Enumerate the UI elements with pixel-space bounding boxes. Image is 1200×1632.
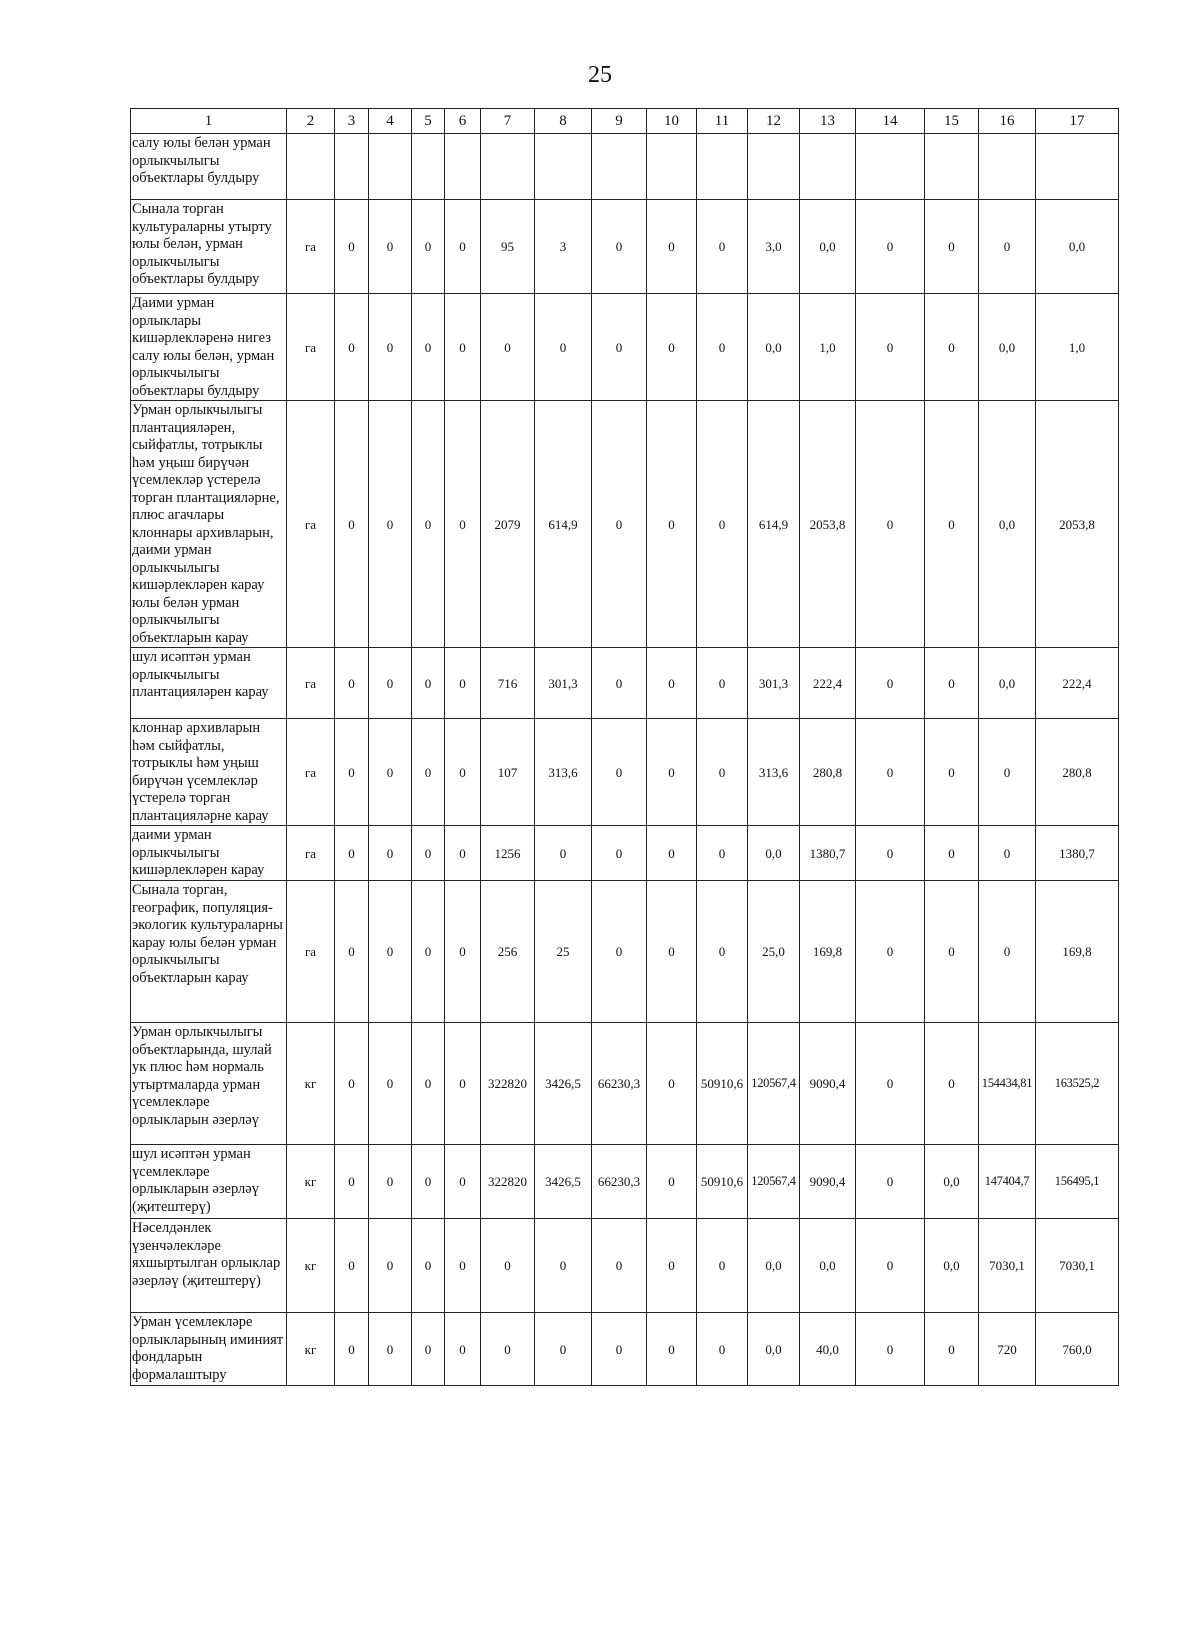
value-cell: 222,4	[800, 648, 856, 719]
value-cell: 66230,3	[592, 1145, 647, 1219]
value-cell: 95	[481, 200, 535, 294]
unit-cell: кг	[287, 1219, 335, 1313]
value-cell: 0	[445, 1219, 481, 1313]
value-cell: 147404,7	[979, 1145, 1036, 1219]
table-row	[131, 648, 1119, 719]
value-cell: 0	[592, 401, 647, 648]
value-cell: 0	[535, 1219, 592, 1313]
value-cell: 0	[592, 648, 647, 719]
value-cell: 0	[412, 200, 445, 294]
value-cell: 716	[481, 648, 535, 719]
row-label: Нәселдәнлек үзенчәлекләре яхшыртылган орлыклар әзерләү (җитештерү)	[131, 1219, 287, 1313]
value-cell	[647, 134, 697, 200]
value-cell: 322820	[481, 1145, 535, 1219]
value-cell: 0,0	[748, 1219, 800, 1313]
value-cell: 614,9	[748, 401, 800, 648]
table-row	[131, 401, 1119, 648]
value-cell	[592, 134, 647, 200]
row-label: Сынала торган культураларны утырту юлы белән, урман орлыкчылыгы объектлары булдыру	[131, 200, 287, 294]
value-cell: 0	[369, 648, 412, 719]
value-cell	[697, 134, 748, 200]
value-cell: 301,3	[535, 648, 592, 719]
value-cell: 3	[535, 200, 592, 294]
value-cell: 0,0	[748, 826, 800, 881]
unit-cell: кг	[287, 1023, 335, 1145]
value-cell: 222,4	[1036, 648, 1119, 719]
value-cell: 280,8	[800, 719, 856, 826]
value-cell: 0	[925, 1313, 979, 1386]
value-cell	[369, 134, 412, 200]
value-cell: 107	[481, 719, 535, 826]
value-cell: 50910,6	[697, 1145, 748, 1219]
unit-cell: га	[287, 294, 335, 401]
value-cell: 0	[925, 719, 979, 826]
value-cell: 7030,1	[1036, 1219, 1119, 1313]
value-cell	[979, 134, 1036, 200]
value-cell: 120567,4	[748, 1145, 800, 1219]
value-cell: 0	[856, 1219, 925, 1313]
value-cell: 2053,8	[1036, 401, 1119, 648]
value-cell: 25,0	[748, 881, 800, 1023]
value-cell: 0,0	[800, 1219, 856, 1313]
value-cell: 0	[369, 881, 412, 1023]
table-row	[131, 1313, 1119, 1386]
value-cell: 0	[925, 881, 979, 1023]
table-row	[131, 134, 1119, 200]
value-cell: 0	[412, 1219, 445, 1313]
value-cell: 0	[697, 1313, 748, 1386]
value-cell: 0	[412, 881, 445, 1023]
column-header: 17	[1036, 109, 1119, 134]
value-cell: 0,0	[979, 648, 1036, 719]
value-cell: 0	[412, 294, 445, 401]
value-cell: 0	[412, 719, 445, 826]
value-cell: 0,0	[979, 401, 1036, 648]
value-cell: 0	[856, 294, 925, 401]
value-cell: 0	[697, 200, 748, 294]
value-cell: 313,6	[748, 719, 800, 826]
value-cell	[335, 134, 369, 200]
value-cell: 0	[369, 1145, 412, 1219]
unit-cell: га	[287, 401, 335, 648]
value-cell: 0	[856, 826, 925, 881]
value-cell: 0	[445, 1145, 481, 1219]
unit-cell: кг	[287, 1145, 335, 1219]
table-row	[131, 294, 1119, 401]
value-cell: 0	[335, 294, 369, 401]
value-cell: 0	[697, 719, 748, 826]
value-cell: 0	[369, 826, 412, 881]
value-cell: 0	[481, 294, 535, 401]
value-cell: 0,0	[800, 200, 856, 294]
column-header: 11	[697, 109, 748, 134]
value-cell: 2079	[481, 401, 535, 648]
value-cell: 0	[445, 881, 481, 1023]
value-cell: 0	[697, 401, 748, 648]
value-cell: 156495,1	[1036, 1145, 1119, 1219]
value-cell: 0	[335, 881, 369, 1023]
value-cell: 0	[445, 826, 481, 881]
value-cell: 1,0	[1036, 294, 1119, 401]
value-cell: 0	[925, 826, 979, 881]
value-cell: 0,0	[748, 1313, 800, 1386]
value-cell: 0	[592, 1219, 647, 1313]
unit-cell: га	[287, 826, 335, 881]
value-cell: 0	[335, 719, 369, 826]
table-row	[131, 1023, 1119, 1145]
value-cell: 0	[535, 826, 592, 881]
value-cell: 0	[335, 401, 369, 648]
value-cell: 0	[856, 1023, 925, 1145]
value-cell: 163525,2	[1036, 1023, 1119, 1145]
value-cell: 0	[335, 200, 369, 294]
value-cell: 0,0	[1036, 200, 1119, 294]
value-cell: 0	[856, 648, 925, 719]
value-cell: 0,0	[748, 294, 800, 401]
value-cell: 0	[412, 1313, 445, 1386]
table-row	[131, 719, 1119, 826]
value-cell: 0	[979, 826, 1036, 881]
value-cell: 0	[369, 1219, 412, 1313]
value-cell: 0	[592, 826, 647, 881]
value-cell: 0	[445, 1023, 481, 1145]
column-header: 14	[856, 109, 925, 134]
value-cell: 0	[445, 200, 481, 294]
value-cell: 280,8	[1036, 719, 1119, 826]
table-row	[131, 881, 1119, 1023]
value-cell: 0	[647, 1145, 697, 1219]
unit-cell: га	[287, 719, 335, 826]
value-cell: 0	[445, 294, 481, 401]
row-label: Урман үсемлекләре орлыкларының иминият фондларын формалаштыру	[131, 1313, 287, 1386]
column-header: 4	[369, 109, 412, 134]
value-cell: 40,0	[800, 1313, 856, 1386]
value-cell: 0	[335, 648, 369, 719]
unit-cell: кг	[287, 1313, 335, 1386]
value-cell: 0	[856, 719, 925, 826]
value-cell: 0	[335, 1023, 369, 1145]
row-label: Урман орлыкчылыгы объектларында, шулай ук плюс һәм нормаль утыртмаларда урман үсемлекләре орлыкларын әзерләү	[131, 1023, 287, 1145]
value-cell	[856, 134, 925, 200]
column-header: 8	[535, 109, 592, 134]
value-cell: 0	[647, 294, 697, 401]
value-cell: 0	[925, 200, 979, 294]
value-cell: 0	[335, 1313, 369, 1386]
value-cell: 0	[856, 401, 925, 648]
value-cell	[481, 134, 535, 200]
value-cell: 0	[647, 1313, 697, 1386]
value-cell: 0	[925, 648, 979, 719]
value-cell: 0	[697, 648, 748, 719]
value-cell: 0	[925, 1023, 979, 1145]
column-header: 3	[335, 109, 369, 134]
value-cell: 0	[445, 719, 481, 826]
value-cell: 169,8	[1036, 881, 1119, 1023]
value-cell: 0	[979, 200, 1036, 294]
value-cell: 0	[412, 401, 445, 648]
value-cell	[445, 134, 481, 200]
row-label: шул исәптән урман орлыкчылыгы плантацияләрен карау	[131, 648, 287, 719]
value-cell: 0	[445, 1313, 481, 1386]
value-cell: 0	[856, 200, 925, 294]
column-header: 9	[592, 109, 647, 134]
value-cell: 9090,4	[800, 1145, 856, 1219]
value-cell: 66230,3	[592, 1023, 647, 1145]
value-cell: 0	[369, 401, 412, 648]
value-cell: 0	[647, 1023, 697, 1145]
value-cell: 0	[412, 1145, 445, 1219]
value-cell: 1,0	[800, 294, 856, 401]
row-label: даими урман орлыкчылыгы кишәрлекләрен карау	[131, 826, 287, 881]
row-label: Урман орлыкчылыгы плантацияләрен, сыйфатлы, тотрыклы һәм уңыш бирүчән үсемлекләр үстерелә торган плантацияләрне, плюс агачлары клоннары архивларын, даими урман орлыкчылыгы кишәрлекләрен карау юлы белән урман орлыкчылыгы объектларын карау	[131, 401, 287, 648]
value-cell: 0	[481, 1313, 535, 1386]
value-cell: 0	[979, 881, 1036, 1023]
value-cell: 301,3	[748, 648, 800, 719]
value-cell: 0	[979, 719, 1036, 826]
row-label: салу юлы белән урман орлыкчылыгы объектлары булдыру	[131, 134, 287, 200]
unit-cell: га	[287, 648, 335, 719]
value-cell	[535, 134, 592, 200]
page-number: 25	[588, 62, 612, 88]
value-cell: 760,0	[1036, 1313, 1119, 1386]
value-cell: 0	[412, 826, 445, 881]
value-cell: 720	[979, 1313, 1036, 1386]
column-header: 10	[647, 109, 697, 134]
value-cell: 0	[369, 719, 412, 826]
value-cell: 0	[481, 1219, 535, 1313]
value-cell: 154434,81	[979, 1023, 1036, 1145]
value-cell: 1256	[481, 826, 535, 881]
value-cell: 322820	[481, 1023, 535, 1145]
column-header: 12	[748, 109, 800, 134]
value-cell: 2053,8	[800, 401, 856, 648]
value-cell: 0	[445, 648, 481, 719]
table-row	[131, 200, 1119, 294]
value-cell: 9090,4	[800, 1023, 856, 1145]
value-cell: 0	[647, 648, 697, 719]
value-cell: 7030,1	[979, 1219, 1036, 1313]
value-cell: 0	[647, 200, 697, 294]
value-cell: 0	[697, 881, 748, 1023]
value-cell: 0,0	[979, 294, 1036, 401]
value-cell: 0	[369, 294, 412, 401]
value-cell	[412, 134, 445, 200]
value-cell: 0	[925, 401, 979, 648]
value-cell: 0	[592, 200, 647, 294]
value-cell: 0	[369, 200, 412, 294]
value-cell: 0	[335, 826, 369, 881]
unit-cell: га	[287, 881, 335, 1023]
column-header: 1	[131, 109, 287, 134]
table-row	[131, 826, 1119, 881]
value-cell: 0	[647, 826, 697, 881]
value-cell: 120567,4	[748, 1023, 800, 1145]
column-header: 13	[800, 109, 856, 134]
row-label: шул исәптән урман үсемлекләре орлыкларын әзерләү (җитештерү)	[131, 1145, 287, 1219]
value-cell: 0	[697, 294, 748, 401]
column-header: 6	[445, 109, 481, 134]
value-cell: 0	[335, 1219, 369, 1313]
value-cell: 169,8	[800, 881, 856, 1023]
table-row	[131, 1145, 1119, 1219]
value-cell: 0	[335, 1145, 369, 1219]
row-label: клоннар архивларын һәм сыйфатлы, тотрыклы һәм уңыш бирүчән үсемлекләр үстерелә торган плантацияләрне карау	[131, 719, 287, 826]
value-cell	[748, 134, 800, 200]
row-label: Сынала торган, географик, популяция-экологик культураларны карау юлы белән урман орлыкчылыгы объектларын карау	[131, 881, 287, 1023]
unit-cell: га	[287, 200, 335, 294]
value-cell: 0	[856, 881, 925, 1023]
row-label: Даими урман орлыклары кишәрлекләренә нигез салу юлы белән, урман орлыкчылыгы объектлары булдыру	[131, 294, 287, 401]
data-table	[130, 108, 1119, 1386]
value-cell: 1380,7	[800, 826, 856, 881]
value-cell: 0	[647, 881, 697, 1023]
header-row	[131, 109, 1119, 134]
value-cell: 0	[535, 1313, 592, 1386]
value-cell: 0	[592, 294, 647, 401]
value-cell: 0	[647, 719, 697, 826]
value-cell: 614,9	[535, 401, 592, 648]
value-cell: 256	[481, 881, 535, 1023]
value-cell: 0	[697, 826, 748, 881]
value-cell: 1380,7	[1036, 826, 1119, 881]
value-cell: 0	[856, 1313, 925, 1386]
value-cell: 0	[856, 1145, 925, 1219]
column-header: 16	[979, 109, 1036, 134]
value-cell: 0	[369, 1023, 412, 1145]
value-cell: 0,0	[925, 1145, 979, 1219]
value-cell: 0	[592, 719, 647, 826]
value-cell: 3426,5	[535, 1145, 592, 1219]
value-cell: 0	[647, 1219, 697, 1313]
value-cell: 0	[535, 294, 592, 401]
value-cell: 0	[445, 401, 481, 648]
value-cell: 313,6	[535, 719, 592, 826]
value-cell: 0	[592, 1313, 647, 1386]
value-cell	[925, 134, 979, 200]
value-cell: 0	[412, 648, 445, 719]
value-cell: 3,0	[748, 200, 800, 294]
value-cell: 0	[592, 881, 647, 1023]
value-cell	[1036, 134, 1119, 200]
value-cell: 25	[535, 881, 592, 1023]
value-cell: 3426,5	[535, 1023, 592, 1145]
value-cell: 50910,6	[697, 1023, 748, 1145]
unit-cell	[287, 134, 335, 200]
value-cell: 0	[925, 294, 979, 401]
column-header: 2	[287, 109, 335, 134]
value-cell	[800, 134, 856, 200]
value-cell: 0	[647, 401, 697, 648]
value-cell: 0	[697, 1219, 748, 1313]
value-cell: 0,0	[925, 1219, 979, 1313]
column-header: 7	[481, 109, 535, 134]
value-cell: 0	[412, 1023, 445, 1145]
column-header: 15	[925, 109, 979, 134]
value-cell: 0	[369, 1313, 412, 1386]
column-header: 5	[412, 109, 445, 134]
table-row	[131, 1219, 1119, 1313]
